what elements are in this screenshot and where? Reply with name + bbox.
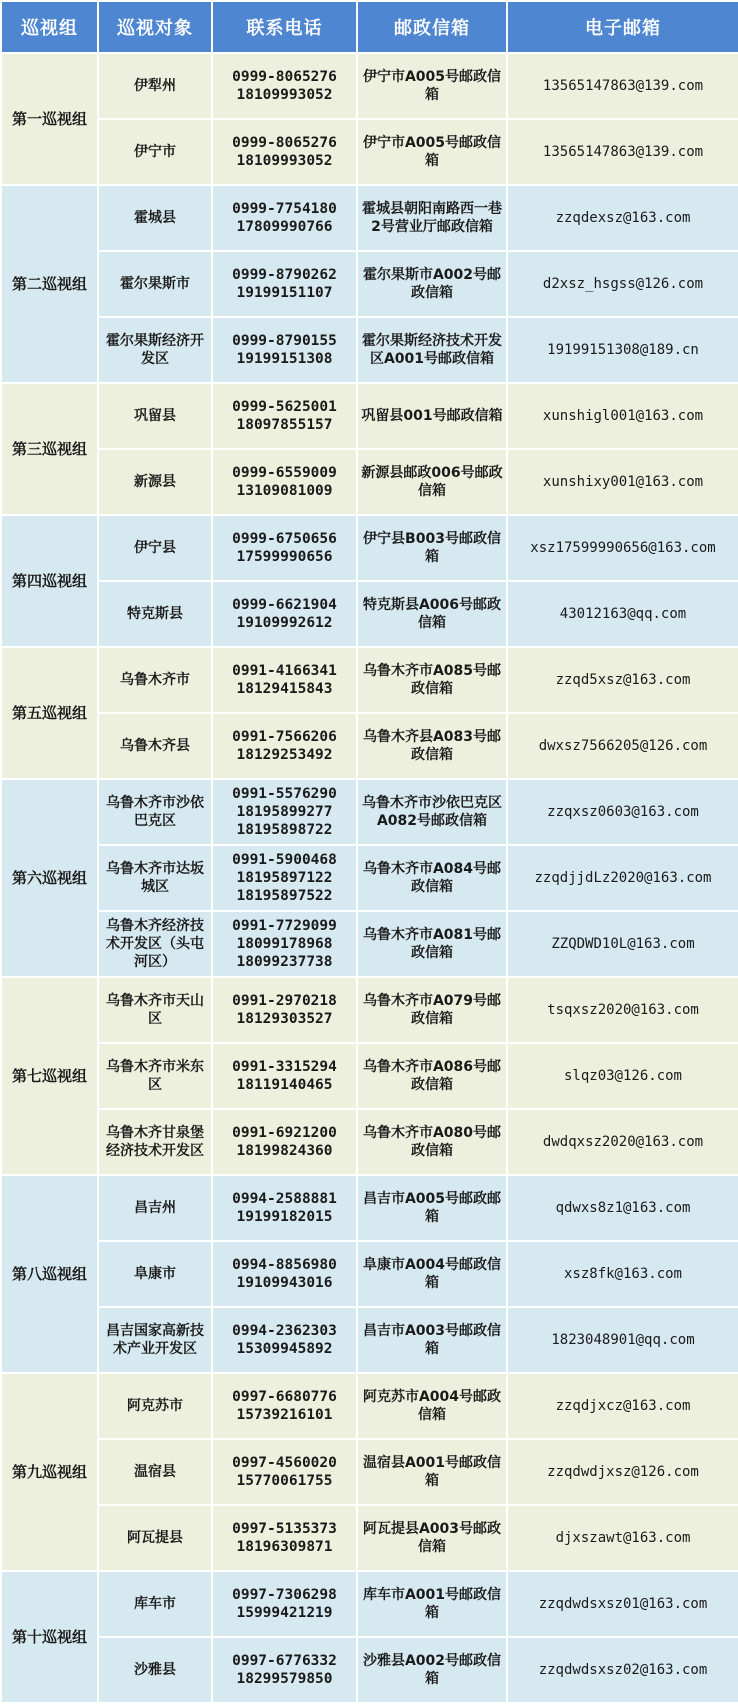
target-cell: 昌吉国家高新技术产业开发区 bbox=[98, 1307, 212, 1373]
table-row bbox=[1, 53, 738, 119]
group-block bbox=[1, 515, 738, 647]
table-row bbox=[1, 449, 738, 515]
email-cell: zzqdjxcz@163.com bbox=[507, 1373, 738, 1439]
postal-cell: 乌鲁木齐县A083号邮政信箱 bbox=[357, 713, 507, 779]
phone-line: 18119140465 bbox=[236, 1077, 333, 1093]
phone-line: 17809990766 bbox=[236, 219, 333, 235]
postal-cell: 乌鲁木齐市沙依巴克区A082号邮政信箱 bbox=[357, 779, 507, 845]
target-cell: 温宿县 bbox=[98, 1439, 212, 1505]
phone-line: 0999-6559009 bbox=[232, 465, 337, 481]
phone-line: 18299579850 bbox=[236, 1671, 333, 1687]
phone-line: 19199151308 bbox=[236, 351, 333, 367]
postal-cell: 阿克苏市A004号邮政信箱 bbox=[357, 1373, 507, 1439]
target-cell: 乌鲁木齐市沙依巴克区 bbox=[98, 779, 212, 845]
target-cell: 巩留县 bbox=[98, 383, 212, 449]
group-name: 第一巡视组 bbox=[1, 53, 98, 185]
email-cell: xunshigl001@163.com bbox=[507, 383, 738, 449]
phone-cell bbox=[212, 119, 357, 185]
group-name: 第七巡视组 bbox=[1, 977, 98, 1175]
target-cell: 特克斯县 bbox=[98, 581, 212, 647]
table-row bbox=[1, 1241, 738, 1307]
phone-line: 0999-8065276 bbox=[232, 69, 337, 85]
phone-line: 18195897522 bbox=[236, 888, 333, 904]
email-cell: d2xsz_hsgss@126.com bbox=[507, 251, 738, 317]
group-name: 第二巡视组 bbox=[1, 185, 98, 383]
phone-cell bbox=[212, 251, 357, 317]
phone-cell bbox=[212, 1175, 357, 1241]
email-cell: tsqxsz2020@163.com bbox=[507, 977, 738, 1043]
target-cell: 乌鲁木齐市 bbox=[98, 647, 212, 713]
table-row bbox=[1, 1109, 738, 1175]
postal-cell: 霍尔果斯市A002号邮政信箱 bbox=[357, 251, 507, 317]
table-row bbox=[1, 1373, 738, 1439]
email-cell: zzqdjjdLz2020@163.com bbox=[507, 845, 738, 911]
phone-line: 15770061755 bbox=[236, 1473, 333, 1489]
target-cell: 阜康市 bbox=[98, 1241, 212, 1307]
target-cell: 乌鲁木齐市天山区 bbox=[98, 977, 212, 1043]
header-target: 巡视对象 bbox=[98, 1, 212, 53]
email-cell: zzqdwdsxsz01@163.com bbox=[507, 1571, 738, 1637]
phone-cell bbox=[212, 185, 357, 251]
phone-cell bbox=[212, 383, 357, 449]
email-cell: xsz17599990656@163.com bbox=[507, 515, 738, 581]
phone-line: 15999421219 bbox=[236, 1605, 333, 1621]
phone-line: 0999-8790262 bbox=[232, 267, 337, 283]
email-cell: 43012163@qq.com bbox=[507, 581, 738, 647]
phone-line: 19109992612 bbox=[236, 615, 333, 631]
phone-line: 18097855157 bbox=[236, 417, 333, 433]
postal-cell: 昌吉市A005号邮政邮箱 bbox=[357, 1175, 507, 1241]
postal-cell: 乌鲁木齐市A079号邮政信箱 bbox=[357, 977, 507, 1043]
header-phone: 联系电话 bbox=[212, 1, 357, 53]
postal-cell: 伊宁市A005号邮政信箱 bbox=[357, 53, 507, 119]
table-row bbox=[1, 1307, 738, 1373]
postal-cell: 昌吉市A003号邮政信箱 bbox=[357, 1307, 507, 1373]
target-cell: 乌鲁木齐市达坂城区 bbox=[98, 845, 212, 911]
phone-line: 17599990656 bbox=[236, 549, 333, 565]
email-cell: dwxsz7566205@126.com bbox=[507, 713, 738, 779]
email-cell: 19199151308@189.cn bbox=[507, 317, 738, 383]
phone-cell bbox=[212, 911, 357, 977]
group-name: 第四巡视组 bbox=[1, 515, 98, 647]
group-block bbox=[1, 1175, 738, 1373]
group-block bbox=[1, 185, 738, 383]
phone-cell bbox=[212, 53, 357, 119]
group-block bbox=[1, 779, 738, 977]
table-row bbox=[1, 713, 738, 779]
postal-cell: 乌鲁木齐市A081号邮政信箱 bbox=[357, 911, 507, 977]
table-row bbox=[1, 1439, 738, 1505]
table-header bbox=[1, 1, 738, 53]
table-row bbox=[1, 1043, 738, 1109]
table-row bbox=[1, 1637, 738, 1703]
postal-cell: 阿瓦提县A003号邮政信箱 bbox=[357, 1505, 507, 1571]
email-cell: 1823048901@qq.com bbox=[507, 1307, 738, 1373]
phone-line: 18109993052 bbox=[236, 153, 333, 169]
table-row bbox=[1, 977, 738, 1043]
phone-line: 13109081009 bbox=[236, 483, 333, 499]
group-block bbox=[1, 53, 738, 185]
table-row bbox=[1, 251, 738, 317]
phone-line: 19199151107 bbox=[236, 285, 333, 301]
table-row bbox=[1, 779, 738, 845]
table-row bbox=[1, 515, 738, 581]
postal-cell: 阜康市A004号邮政信箱 bbox=[357, 1241, 507, 1307]
group-block bbox=[1, 977, 738, 1175]
phone-cell bbox=[212, 1043, 357, 1109]
phone-cell bbox=[212, 581, 357, 647]
email-cell: slqz03@126.com bbox=[507, 1043, 738, 1109]
phone-cell bbox=[212, 713, 357, 779]
phone-line: 15739216101 bbox=[236, 1407, 333, 1423]
group-name: 第六巡视组 bbox=[1, 779, 98, 977]
phone-line: 0997-6776332 bbox=[232, 1653, 337, 1669]
postal-cell: 巩留县001号邮政信箱 bbox=[357, 383, 507, 449]
postal-cell: 特克斯县A006号邮政信箱 bbox=[357, 581, 507, 647]
phone-line: 0999-8065276 bbox=[232, 135, 337, 151]
phone-line: 0994-8856980 bbox=[232, 1257, 337, 1273]
postal-cell: 霍尔果斯经济技术开发区A001号邮政信箱 bbox=[357, 317, 507, 383]
table-row bbox=[1, 317, 738, 383]
target-cell: 霍尔果斯经济开发区 bbox=[98, 317, 212, 383]
email-cell: 13565147863@139.com bbox=[507, 119, 738, 185]
phone-line: 18099237738 bbox=[236, 954, 333, 970]
target-cell: 伊宁县 bbox=[98, 515, 212, 581]
phone-line: 0999-5625001 bbox=[232, 399, 337, 415]
phone-line: 18199824360 bbox=[236, 1143, 333, 1159]
group-name: 第三巡视组 bbox=[1, 383, 98, 515]
target-cell: 伊犁州 bbox=[98, 53, 212, 119]
phone-line: 0999-7754180 bbox=[232, 201, 337, 217]
phone-cell bbox=[212, 449, 357, 515]
table-row bbox=[1, 845, 738, 911]
header-group: 巡视组 bbox=[1, 1, 98, 53]
table-row bbox=[1, 911, 738, 977]
postal-cell: 沙雅县A002号邮政信箱 bbox=[357, 1637, 507, 1703]
phone-line: 18195899277 bbox=[236, 804, 333, 820]
email-cell: zzqdwdsxsz02@163.com bbox=[507, 1637, 738, 1703]
email-cell: 13565147863@139.com bbox=[507, 53, 738, 119]
phone-cell bbox=[212, 1241, 357, 1307]
postal-cell: 乌鲁木齐市A085号邮政信箱 bbox=[357, 647, 507, 713]
phone-cell bbox=[212, 1439, 357, 1505]
email-cell: xsz8fk@163.com bbox=[507, 1241, 738, 1307]
target-cell: 乌鲁木齐市米东区 bbox=[98, 1043, 212, 1109]
group-block bbox=[1, 1373, 738, 1571]
phone-cell bbox=[212, 647, 357, 713]
postal-cell: 伊宁县B003号邮政信箱 bbox=[357, 515, 507, 581]
phone-line: 0991-5900468 bbox=[232, 852, 337, 868]
table-row bbox=[1, 1505, 738, 1571]
table-row bbox=[1, 383, 738, 449]
postal-cell: 库车市A001号邮政信箱 bbox=[357, 1571, 507, 1637]
target-cell: 沙雅县 bbox=[98, 1637, 212, 1703]
phone-cell bbox=[212, 779, 357, 845]
header-email: 电子邮箱 bbox=[507, 1, 738, 53]
target-cell: 乌鲁木齐经济技术开发区（头屯河区） bbox=[98, 911, 212, 977]
email-cell: zzqdexsz@163.com bbox=[507, 185, 738, 251]
phone-cell bbox=[212, 1571, 357, 1637]
phone-line: 0994-2362303 bbox=[232, 1323, 337, 1339]
phone-line: 0999-6750656 bbox=[232, 531, 337, 547]
phone-line: 18195898722 bbox=[236, 822, 333, 838]
target-cell: 乌鲁木齐县 bbox=[98, 713, 212, 779]
group-name: 第十巡视组 bbox=[1, 1571, 98, 1703]
phone-line: 18109993052 bbox=[236, 87, 333, 103]
phone-line: 0997-7306298 bbox=[232, 1587, 337, 1603]
postal-cell: 乌鲁木齐市A080号邮政信箱 bbox=[357, 1109, 507, 1175]
phone-cell bbox=[212, 845, 357, 911]
postal-cell: 乌鲁木齐市A086号邮政信箱 bbox=[357, 1043, 507, 1109]
postal-cell: 伊宁市A005号邮政信箱 bbox=[357, 119, 507, 185]
target-cell: 伊宁市 bbox=[98, 119, 212, 185]
phone-line: 0994-2588881 bbox=[232, 1191, 337, 1207]
target-cell: 霍城县 bbox=[98, 185, 212, 251]
phone-cell bbox=[212, 317, 357, 383]
target-cell: 乌鲁木齐甘泉堡经济技术开发区 bbox=[98, 1109, 212, 1175]
email-cell: zzqdwdjxsz@126.com bbox=[507, 1439, 738, 1505]
target-cell: 库车市 bbox=[98, 1571, 212, 1637]
email-cell: dwdqxsz2020@163.com bbox=[507, 1109, 738, 1175]
table-row bbox=[1, 119, 738, 185]
group-name: 第八巡视组 bbox=[1, 1175, 98, 1373]
phone-cell bbox=[212, 1637, 357, 1703]
table-row bbox=[1, 581, 738, 647]
phone-line: 0991-6921200 bbox=[232, 1125, 337, 1141]
target-cell: 霍尔果斯市 bbox=[98, 251, 212, 317]
phone-cell bbox=[212, 1373, 357, 1439]
group-name: 第九巡视组 bbox=[1, 1373, 98, 1571]
group-block bbox=[1, 1571, 738, 1703]
postal-cell: 温宿县A001号邮政信箱 bbox=[357, 1439, 507, 1505]
phone-line: 0999-8790155 bbox=[232, 333, 337, 349]
phone-cell bbox=[212, 977, 357, 1043]
table-row bbox=[1, 1175, 738, 1241]
phone-line: 18129253492 bbox=[236, 747, 333, 763]
phone-line: 18195897122 bbox=[236, 870, 333, 886]
target-cell: 昌吉州 bbox=[98, 1175, 212, 1241]
phone-line: 18129415843 bbox=[236, 681, 333, 697]
email-cell: djxszawt@163.com bbox=[507, 1505, 738, 1571]
phone-cell bbox=[212, 515, 357, 581]
phone-line: 19109943016 bbox=[236, 1275, 333, 1291]
phone-line: 0991-7566206 bbox=[232, 729, 337, 745]
email-cell: zzqd5xsz@163.com bbox=[507, 647, 738, 713]
table-row bbox=[1, 185, 738, 251]
target-cell: 新源县 bbox=[98, 449, 212, 515]
group-block bbox=[1, 383, 738, 515]
target-cell: 阿克苏市 bbox=[98, 1373, 212, 1439]
phone-line: 18099178968 bbox=[236, 936, 333, 952]
phone-line: 0991-3315294 bbox=[232, 1059, 337, 1075]
phone-line: 0997-6680776 bbox=[232, 1389, 337, 1405]
phone-line: 19199182015 bbox=[236, 1209, 333, 1225]
table-row bbox=[1, 647, 738, 713]
phone-line: 0991-4166341 bbox=[232, 663, 337, 679]
email-cell: zzqxsz0603@163.com bbox=[507, 779, 738, 845]
phone-cell bbox=[212, 1109, 357, 1175]
phone-cell bbox=[212, 1505, 357, 1571]
target-cell: 阿瓦提县 bbox=[98, 1505, 212, 1571]
table-row bbox=[1, 1571, 738, 1637]
email-cell: ZZQDWD10L@163.com bbox=[507, 911, 738, 977]
phone-line: 0999-6621904 bbox=[232, 597, 337, 613]
phone-cell bbox=[212, 1307, 357, 1373]
group-name: 第五巡视组 bbox=[1, 647, 98, 779]
postal-cell: 霍城县朝阳南路西一巷2号营业厅邮政信箱 bbox=[357, 185, 507, 251]
phone-line: 18196309871 bbox=[236, 1539, 333, 1555]
postal-cell: 新源县邮政006号邮政信箱 bbox=[357, 449, 507, 515]
phone-line: 18129303527 bbox=[236, 1011, 333, 1027]
postal-cell: 乌鲁木齐市A084号邮政信箱 bbox=[357, 845, 507, 911]
email-cell: xunshixy001@163.com bbox=[507, 449, 738, 515]
phone-line: 0991-2970218 bbox=[232, 993, 337, 1009]
header-postal: 邮政信箱 bbox=[357, 1, 507, 53]
phone-line: 0997-4560020 bbox=[232, 1455, 337, 1471]
email-cell: qdwxs8z1@163.com bbox=[507, 1175, 738, 1241]
phone-line: 0991-7729099 bbox=[232, 918, 337, 934]
phone-line: 0997-5135373 bbox=[232, 1521, 337, 1537]
group-block bbox=[1, 647, 738, 779]
phone-line: 0991-5576290 bbox=[232, 786, 337, 802]
phone-line: 15309945892 bbox=[236, 1341, 333, 1357]
